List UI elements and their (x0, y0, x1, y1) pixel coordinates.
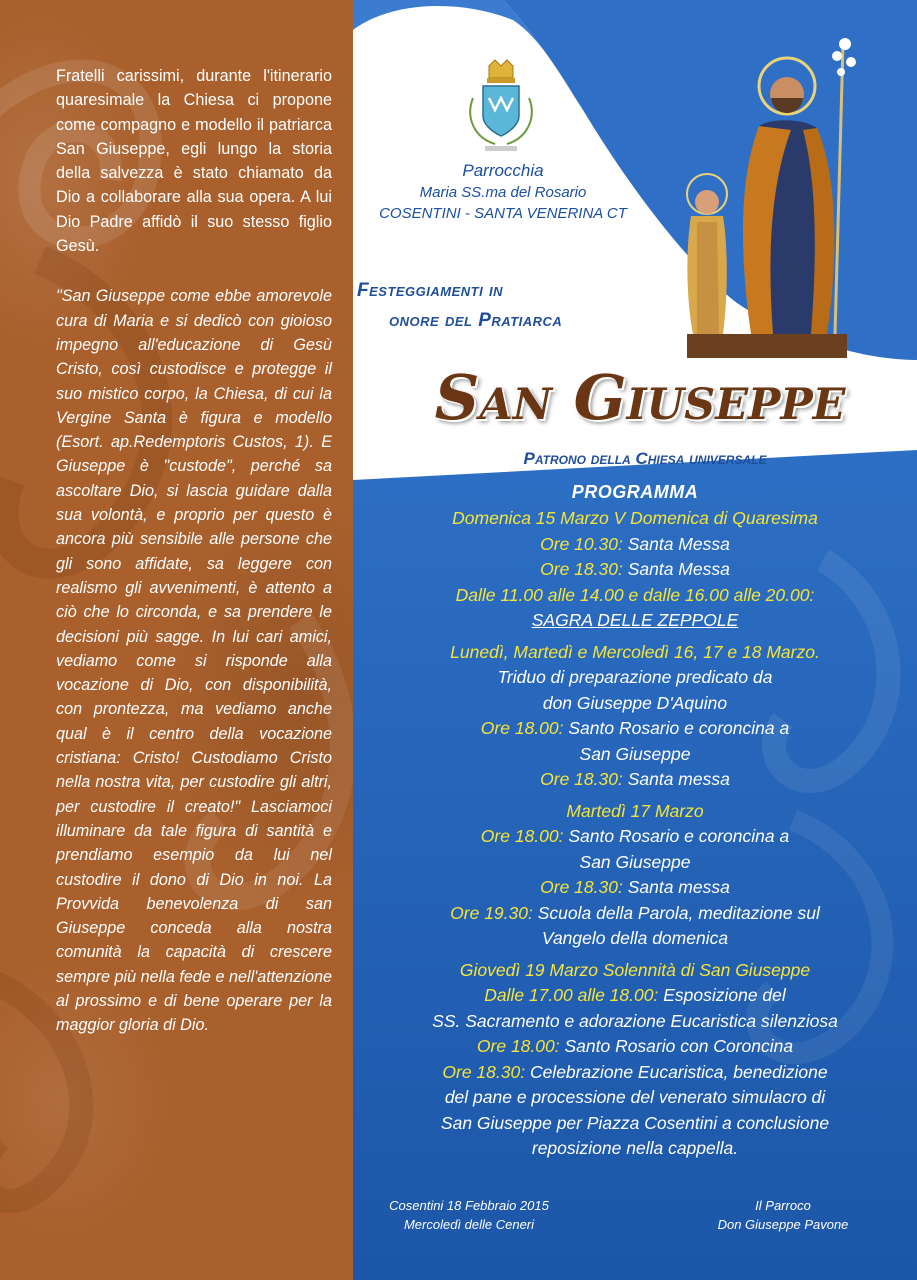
festivities-line-2: onore del Pratiarca (389, 310, 563, 331)
program-line (353, 1136, 917, 1162)
program-time-label: Ore 18.00: (480, 826, 564, 846)
program-time-label: Giovedì 19 Marzo Solennità di San Giuseppe (459, 959, 811, 980)
program-description: Scuola della Parola, meditazione sul (532, 902, 820, 923)
program-time-label: Lunedì, Martedì e Mercoledì 16, 17 e 18 Marzo. (450, 641, 820, 662)
program-description: Esposizione del (658, 985, 786, 1005)
program-line (353, 875, 917, 901)
program-description: Santa messa (622, 769, 730, 789)
right-column (353, 0, 917, 1280)
program-description: Triduo di preparazione predicato da (497, 667, 773, 687)
program-description: Santo Rosario e coroncina a (563, 826, 790, 846)
date-line: Cosentini 18 Febbraio 2015 (389, 1198, 549, 1213)
program-description: San Giuseppe (579, 743, 691, 764)
parish-name: Maria SS.ma del Rosario (419, 184, 587, 201)
program-line (353, 665, 917, 691)
program-description: Santo Rosario con Coroncina (559, 1036, 794, 1056)
program-description: SAGRA DELLE ZEPPOLE (531, 610, 739, 630)
program-line (353, 583, 917, 609)
program-lines (353, 506, 917, 1162)
program-time-label: Domenica 15 Marzo V Domenica di Quaresima (452, 508, 818, 528)
program-line (353, 799, 917, 825)
program-time-label: Ore 10.30: (540, 533, 623, 554)
program-line (353, 850, 917, 876)
parish-info (353, 160, 653, 224)
quote-paragraph: "San Giuseppe come ebbe amorevole cura di Maria e si dedicò con gioioso impegno all'educazione di Gesù Cristo, così custodisce e protegge il suo mistico corpo, la Chiesa, di cui la Vergine Santa è figura e modello (Esort. ap.Redemptoris Custos, 1). E Giuseppe è "custode", perché sa ascoltare Dio, si lascia guidare dalla sua volontà, e proprio per questo è ancora più sensibile alle persone che gli sono affidate, sa leggere con realismo gli avvenimenti, è attento a ciò che lo circonda, e sa prendere le decisioni più sagge. In lui cari amici, vediamo come si risponde alla vocazione di Dio, con disponibilità, con prontezza, ma vediamo anche qual è il centro della vocazione cristiana: Cristo! Custodiamo Cristo nella nostra vita, per custodire gli altri, per custodire il creato!" Lasciamoci illuminare da tale figura di santità e prendiamo esempio da lui nel custodire il dono di Dio in noi. La Provvida benevolenza di san Giuseppe conceda alla nostra comunità la capacità di crescere sempre più nella fede e nell'attenzione al prossimo e di bene operare per la maggior gloria di Dio. (56, 287, 332, 1035)
program-line (353, 1034, 917, 1060)
date-footer (359, 1196, 579, 1234)
program-description: Santa Messa (622, 559, 730, 579)
parish-location: COSENTINI - SANTA VENERINA CT (379, 205, 627, 222)
program-line (353, 1111, 917, 1137)
signature-footer (683, 1196, 883, 1234)
program-line (353, 742, 917, 768)
program-line (353, 691, 917, 717)
program-description: San Giuseppe (579, 851, 691, 872)
program-line (353, 506, 917, 532)
program-line (353, 983, 917, 1009)
program-time-label: Martedì 17 Marzo (566, 800, 704, 821)
program-line (353, 767, 917, 793)
parish-crest-icon (455, 58, 547, 158)
program-line (353, 608, 917, 634)
program-time-label: Ore 18.30: (442, 1061, 526, 1082)
program-line (353, 1009, 917, 1035)
program-time-label: Dalle 11.00 alle 14.00 e dalle 16.00 alle 20.00: (455, 584, 815, 605)
program-time-label: Ore 18.30: (540, 769, 623, 789)
program-description: reposizione nella cappella. (531, 1138, 739, 1158)
left-column (0, 0, 353, 1280)
date-occasion: Mercoledì delle Ceneri (403, 1217, 535, 1232)
program-line (353, 901, 917, 927)
program-time-label: Dalle 17.00 alle 18.00: (484, 985, 659, 1005)
program-time-label: Ore 19.30: (450, 902, 533, 923)
program-description: Celebrazione Eucaristica, benedizione (525, 1061, 828, 1082)
program-line (353, 532, 917, 558)
program-description: Santa Messa (622, 533, 730, 554)
parish-label: Parrocchia (462, 161, 544, 180)
program-description: del pane e processione del venerato simulacro di (444, 1087, 826, 1107)
festivities-line-1: Festeggiamenti in (357, 280, 504, 301)
signature-title: Il Parroco (755, 1198, 811, 1213)
program-line (353, 557, 917, 583)
program-description: don Giuseppe D'Aquino (542, 692, 728, 713)
program-line (353, 1060, 917, 1086)
saint-joseph-statue-image (667, 34, 867, 364)
intro-paragraph: Fratelli carissimi, durante l'itinerario quaresimale la Chiesa ci propone come compagno e modello il patriarca San Giuseppe, egli lungo la storia della salvezza è stato chiamato da Dio a collaborare alla sua opera. A lui Dio Padre affidò il suo stesso figlio Gesù. (56, 67, 332, 256)
program-line (353, 824, 917, 850)
program-description: Santa messa (622, 877, 730, 897)
program-section (353, 478, 917, 1162)
program-description: Vangelo della domenica (541, 928, 729, 948)
signature-name: Don Giuseppe Pavone (717, 1217, 849, 1232)
program-heading: PROGRAMMA (571, 482, 699, 502)
program-description: Santo Rosario e coroncina a (563, 718, 790, 738)
program-line (353, 716, 917, 742)
program-time-label: Ore 18.30: (540, 559, 623, 579)
festivities-heading (353, 276, 653, 336)
program-description: San Giuseppe per Piazza Cosentini a conclusione (440, 1112, 830, 1133)
program-description: SS. Sacramento e adorazione Eucaristica silenziosa (432, 1010, 838, 1031)
patron-subtitle: Patrono della Chiesa universale (523, 449, 767, 468)
program-time-label: Ore 18.00: (476, 1036, 560, 1056)
program-time-label: Ore 18.30: (540, 877, 623, 897)
program-line (353, 1085, 917, 1111)
program-time-label: Ore 18.00: (480, 718, 564, 738)
left-text-block (56, 64, 332, 1064)
page-title: San Giuseppe (434, 361, 846, 434)
program-line (353, 958, 917, 984)
program-line (353, 640, 917, 666)
program-line (353, 926, 917, 952)
